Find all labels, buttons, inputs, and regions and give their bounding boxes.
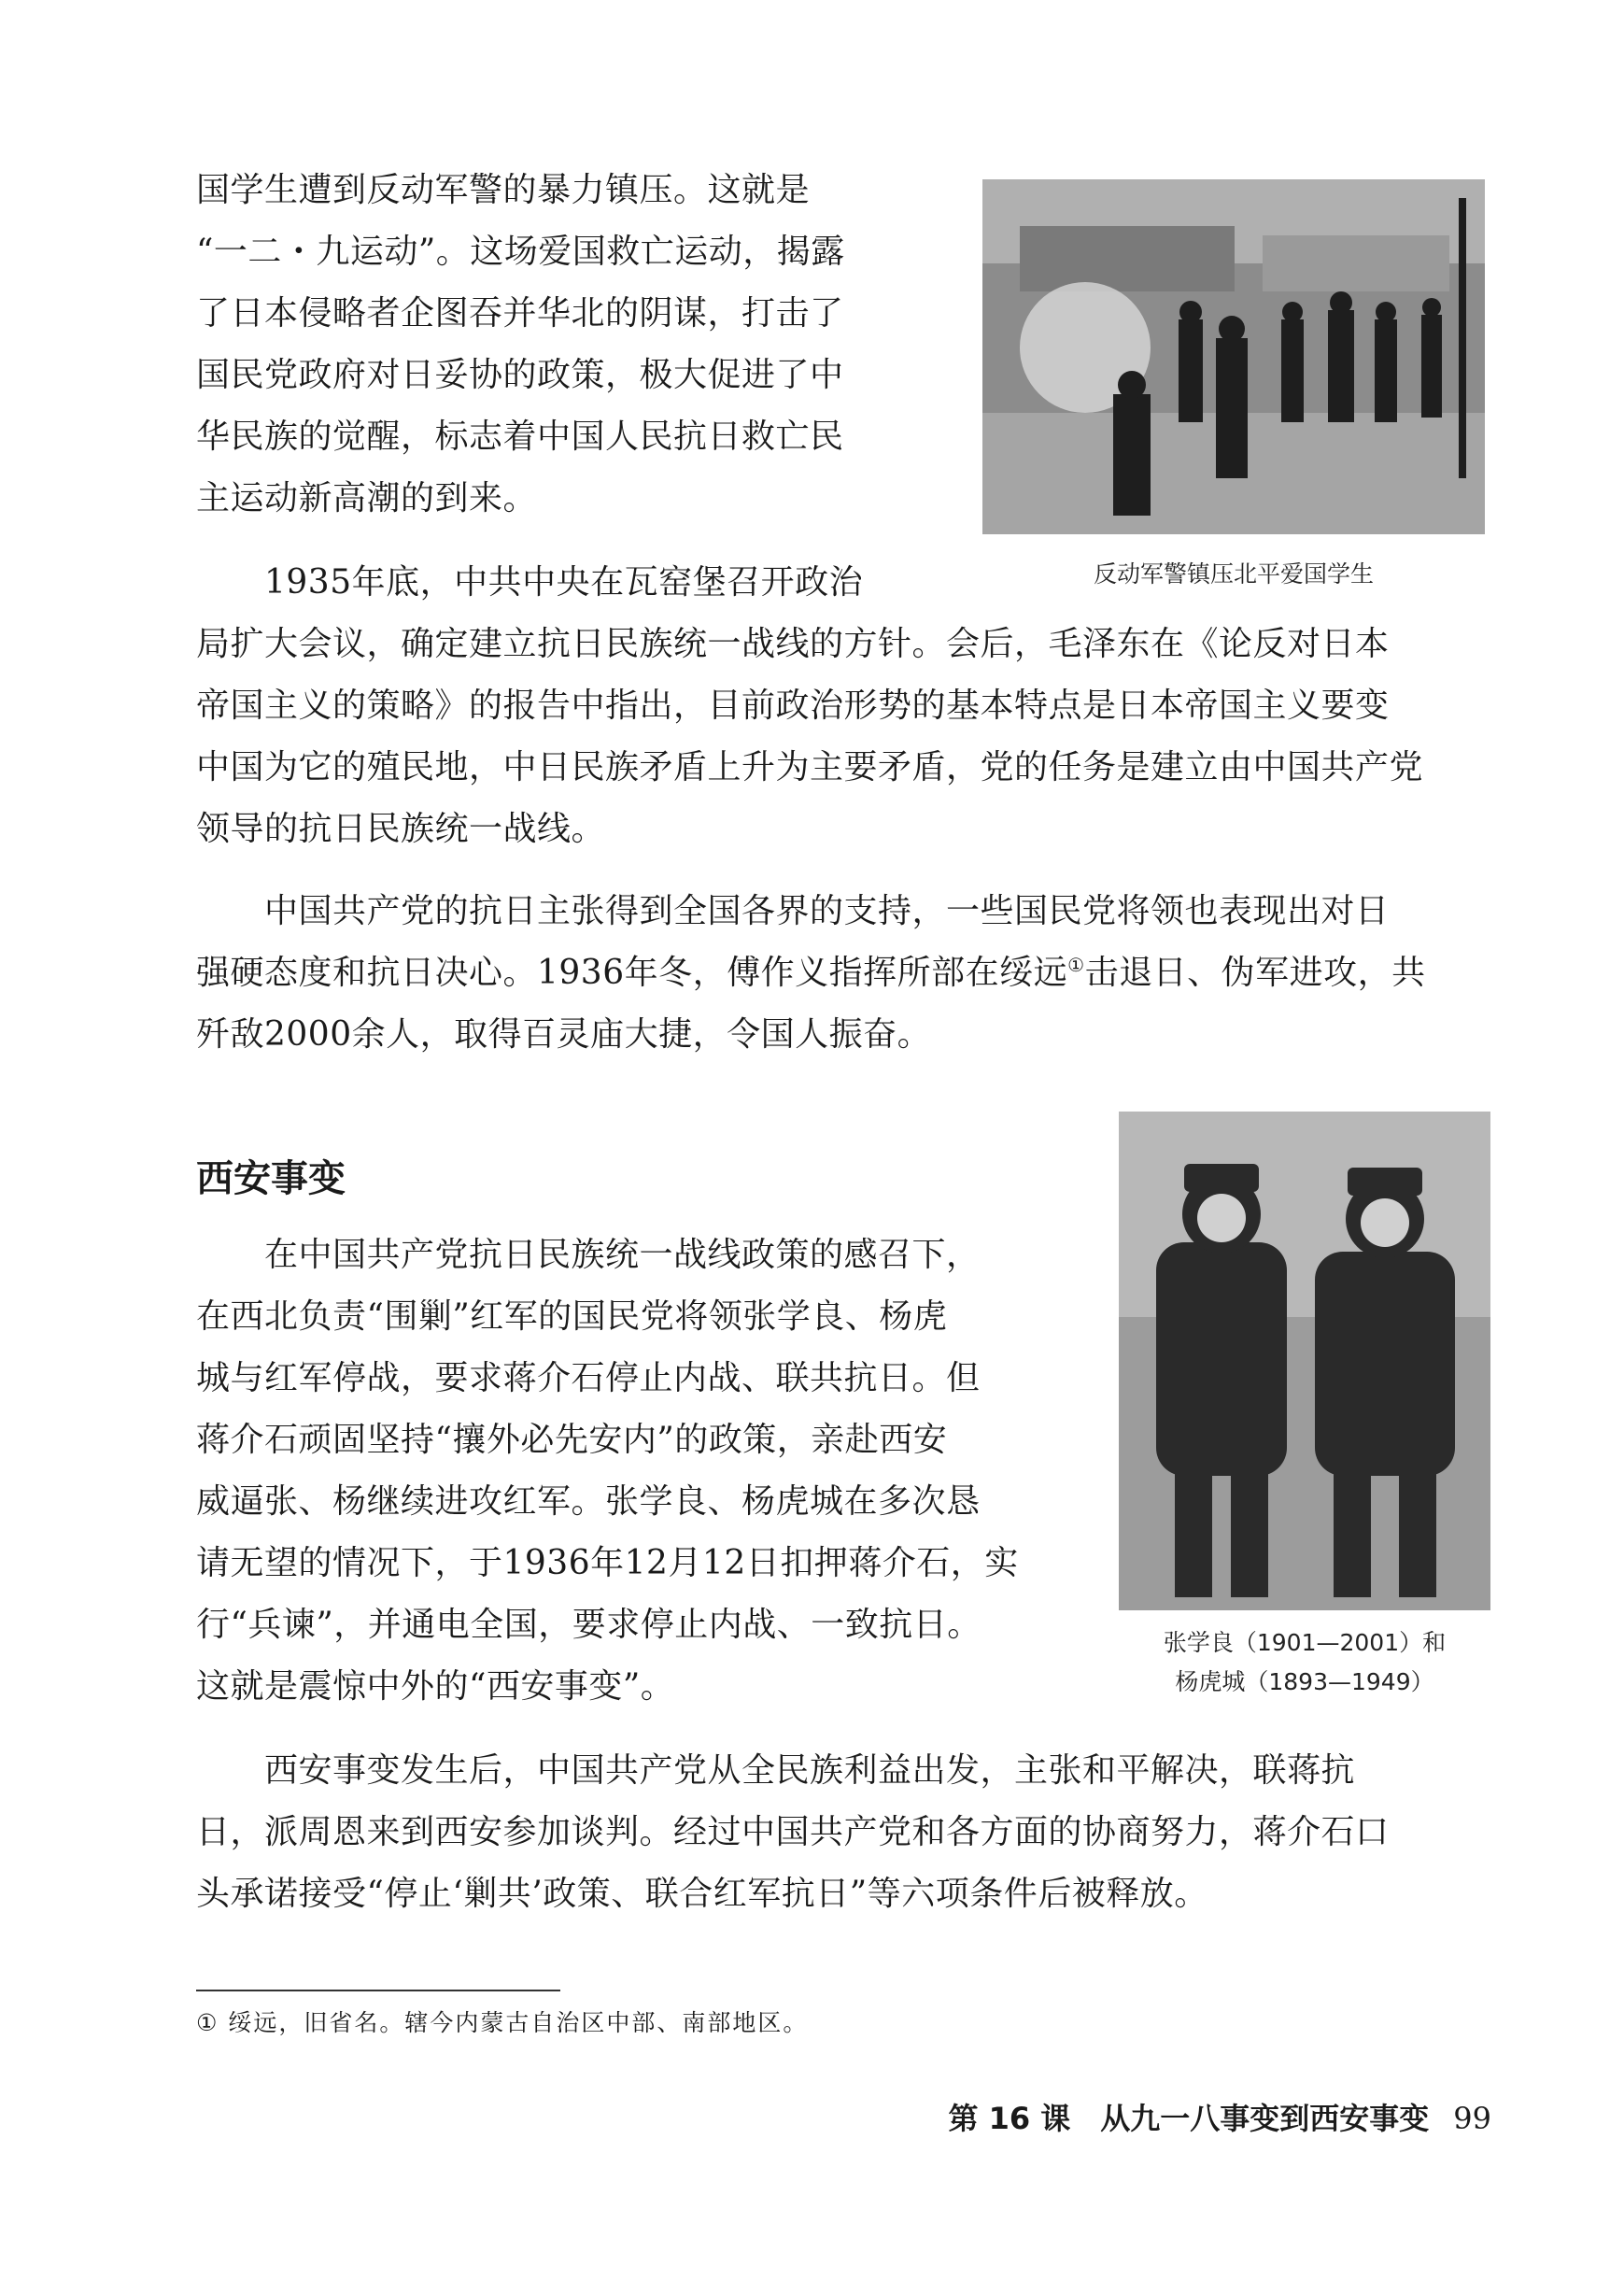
body-text-line: 国学生遭到反动军警的暴力镇压。这就是: [196, 171, 811, 209]
text-segment: 强硬态度和抗日决心。1936年冬，傅作义指挥所部在绥远: [196, 954, 1068, 992]
body-text-line: 城与红军停战，要求蒋介石停止内战、联共抗日。但: [196, 1359, 981, 1397]
photo-caption-line: 张学良（1901—2001）和: [1163, 1629, 1447, 1656]
body-text-line: “一二・九运动”。这场爱国救亡运动，揭露: [196, 233, 845, 271]
body-text-line: [196, 949, 1426, 998]
photo-caption-line: 杨虎城（1893—1949）: [1175, 1668, 1434, 1695]
body-text-line: 领导的抗日民族统一战线。: [196, 810, 606, 848]
body-text-line: 歼敌2000余人，取得百灵庙大捷，令国人振奋。: [196, 1015, 932, 1054]
body-text-line: 帝国主义的策略》的报告中指出，目前政治形势的基本特点是日本帝国主义要变: [196, 687, 1390, 725]
body-text-line: 行“兵谏”，并通电全国，要求停止内战、一致抗日。: [196, 1606, 981, 1644]
body-text-line: 请无望的情况下，于1936年12月12日扣押蒋介石，实: [196, 1544, 1019, 1582]
body-text-line: 在西北负责“围剿”红军的国民党将领张学良、杨虎: [196, 1297, 948, 1336]
photo-zhang-yang-portrait: [1119, 1112, 1490, 1610]
body-text-line: 头承诺接受“停止‘剿共’政策、联合红军抗日”等六项条件后被释放。: [196, 1875, 1208, 1913]
text-segment: 击退日、伪军进攻，共: [1084, 954, 1426, 992]
body-text-line: 中国为它的殖民地，中日民族矛盾上升为主要矛盾，党的任务是建立由中国共产党: [196, 748, 1424, 786]
page-footer: [948, 2098, 1491, 2139]
body-text-line: 主运动新高潮的到来。: [196, 479, 538, 517]
body-text-line: 国民党政府对日妥协的政策，极大促进了中: [196, 356, 844, 394]
body-text-line: 西安事变发生后，中国共产党从全民族利益出发，主张和平解决，联蒋抗: [196, 1751, 1356, 1790]
footnote-divider: [196, 1990, 560, 1991]
body-text-line: 日，派周恩来到西安参加谈判。经过中国共产党和各方面的协商努力，蒋介石口: [196, 1813, 1390, 1851]
body-text-line: 蒋介石顽固坚持“攘外必先安内”的政策，亲赴西安: [196, 1421, 948, 1459]
body-text-line: 了日本侵略者企图吞并华北的阴谋，打击了: [196, 294, 844, 333]
lesson-title: 第 16 课 从九一八事变到西安事变: [948, 2101, 1430, 2136]
footnote: ① 绥远，旧省名。辖今内蒙古自治区中部、南部地区。: [196, 2009, 809, 2036]
body-text-line: 在中国共产党抗日民族统一战线政策的感召下，: [196, 1236, 981, 1274]
page-number: 99: [1453, 2101, 1491, 2136]
body-text-line: 威逼张、杨继续进攻红军。张学良、杨虎城在多次恳: [196, 1482, 981, 1521]
body-text-line: 华民族的觉醒，标志着中国人民抗日救亡民: [196, 418, 844, 456]
body-text-line: 中国共产党的抗日主张得到全国各界的支持，一些国民党将领也表现出对日: [196, 892, 1390, 930]
body-text-line: 这就是震惊中外的“西安事变”。: [196, 1667, 675, 1706]
photo-police-suppress-students: [982, 179, 1485, 534]
body-text-line: 局扩大会议，确定建立抗日民族统一战线的方针。会后，毛泽东在《论反对日本: [196, 625, 1390, 663]
photo-caption: 反动军警镇压北平爱国学生: [1093, 560, 1374, 588]
footnote-marker: ①: [1067, 954, 1085, 976]
body-text-line: 1935年底，中共中央在瓦窑堡召开政治: [196, 563, 864, 602]
section-heading: 西安事变: [196, 1157, 346, 1200]
